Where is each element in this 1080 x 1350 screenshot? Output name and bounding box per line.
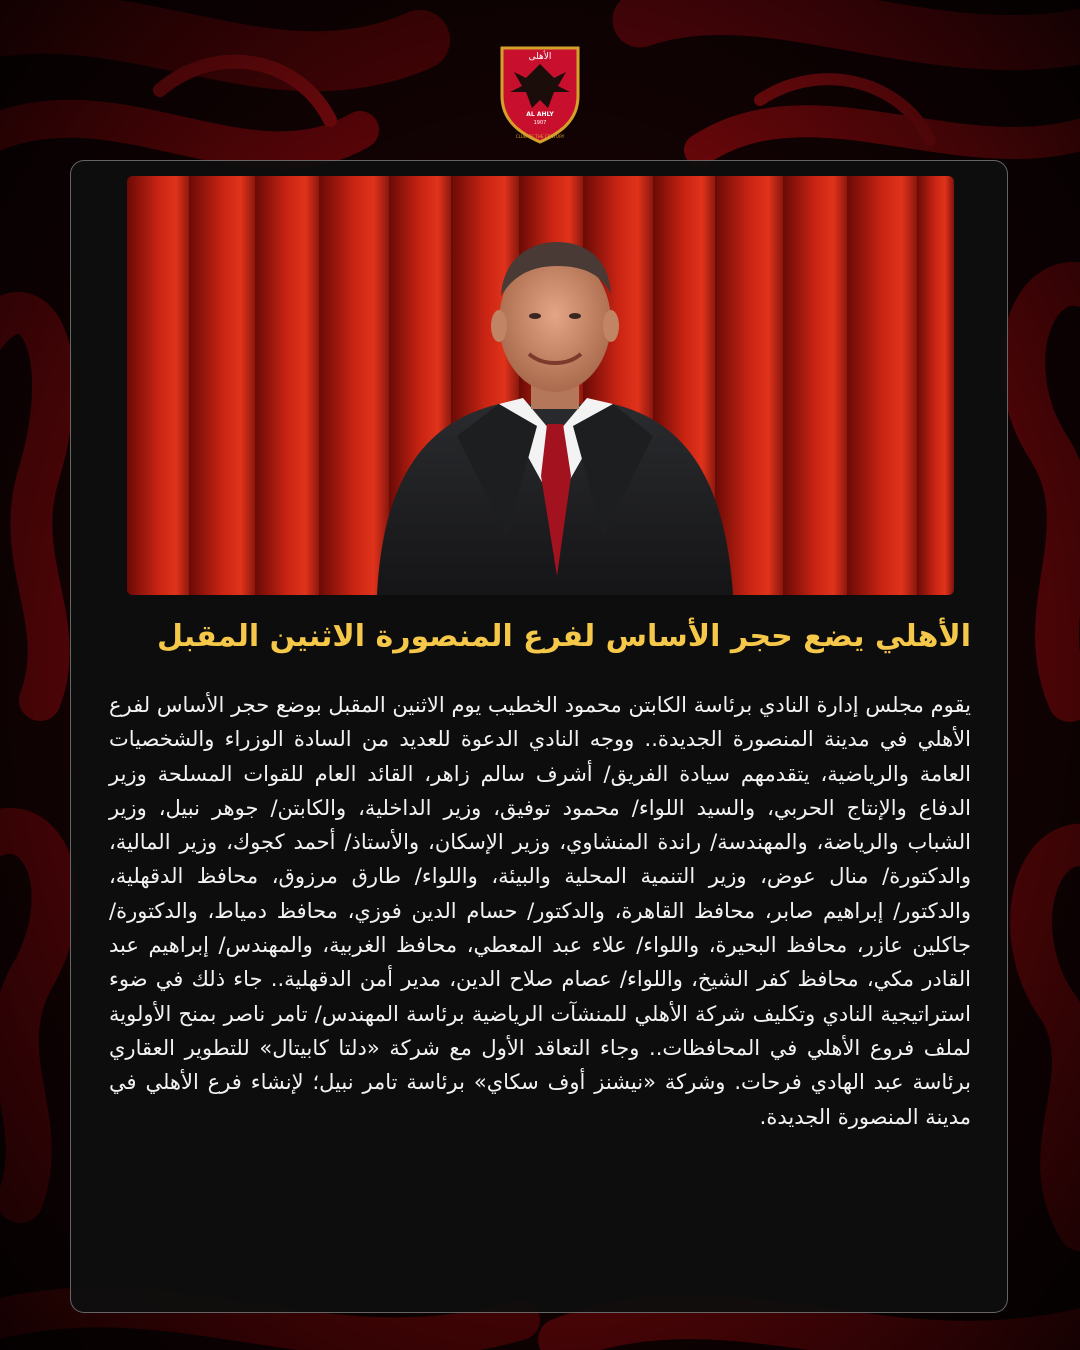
al-ahly-crest-icon [492, 42, 588, 144]
portrait-photo [127, 176, 954, 595]
crest-arabic-text: الأهلى [528, 52, 552, 62]
crest-latin-text: AL AHLY [526, 111, 554, 118]
article-body: يقوم مجلس إدارة النادي برئاسة الكابتن محمود الخطيب يوم الاثنين المقبل بوضع حجر الأساس لفرع الأهلي في مدينة المنصورة الجديدة.. ووجه النادي الدعوة للعديد من السادة الوزراء والشخصيات العامة والرياضية، يتقدمهم سيادة الفريق/ أشرف سالم زاهر، القائد العام للقوات المسلحة وزير الدفاع والإنتاج الحربي، والسيد اللواء/ محمود توفيق، وزير الداخلية، والكابتن/ جوهر نبيل، وزير الشباب والرياضة، والمهندسة/ راندة المنشاوي، وزير الإسكان، والأستاذ/ أحمد كجوك، وزير المالية، والدكتورة/ منال عوض، وزير التنمية المحلية والبيئة، واللواء/ طارق مرزوق، محافظ الدقهلية، والدكتور/ إبراهيم صابر، محافظ القاهرة، والدكتور/ حسام الدين فوزي، محافظ دمياط، والدكتورة/ جاكلين عازر، محافظ البحيرة، واللواء/ علاء عبد المعطي، محافظ الغربية، والمهندس/ إبراهيم عبد القادر مكي، محافظ كفر الشيخ، واللواء/ عصام صلاح الدين، مدير أمن الدقهلية.. جاء ذلك في ضوء استراتيجية النادي وتكليف شركة الأهلي للمنشآت الرياضية برئاسة المهندس/ تامر ناصر بمنح الأولوية لملف فروع الأهلي في المحافظات.. وجاء التعاقد الأول مع شركة «دلتا كابيتال» للتطوير العقاري برئاسة عبد الهادي فرحات. وشركة «نيشنز أوف سكاي» برئاسة تامر نبيل؛ لإنشاء فرع الأهلي في مدينة المنصورة الجديدة. [109, 693, 971, 1129]
crest-motto-text: CLUB OF THE CENTURY [515, 134, 565, 139]
crest-year-text: 1907 [533, 120, 547, 126]
article-card [70, 160, 1008, 1313]
article-headline: الأهلي يضع حجر الأساس لفرع المنصورة الاثنين المقبل [156, 619, 971, 654]
